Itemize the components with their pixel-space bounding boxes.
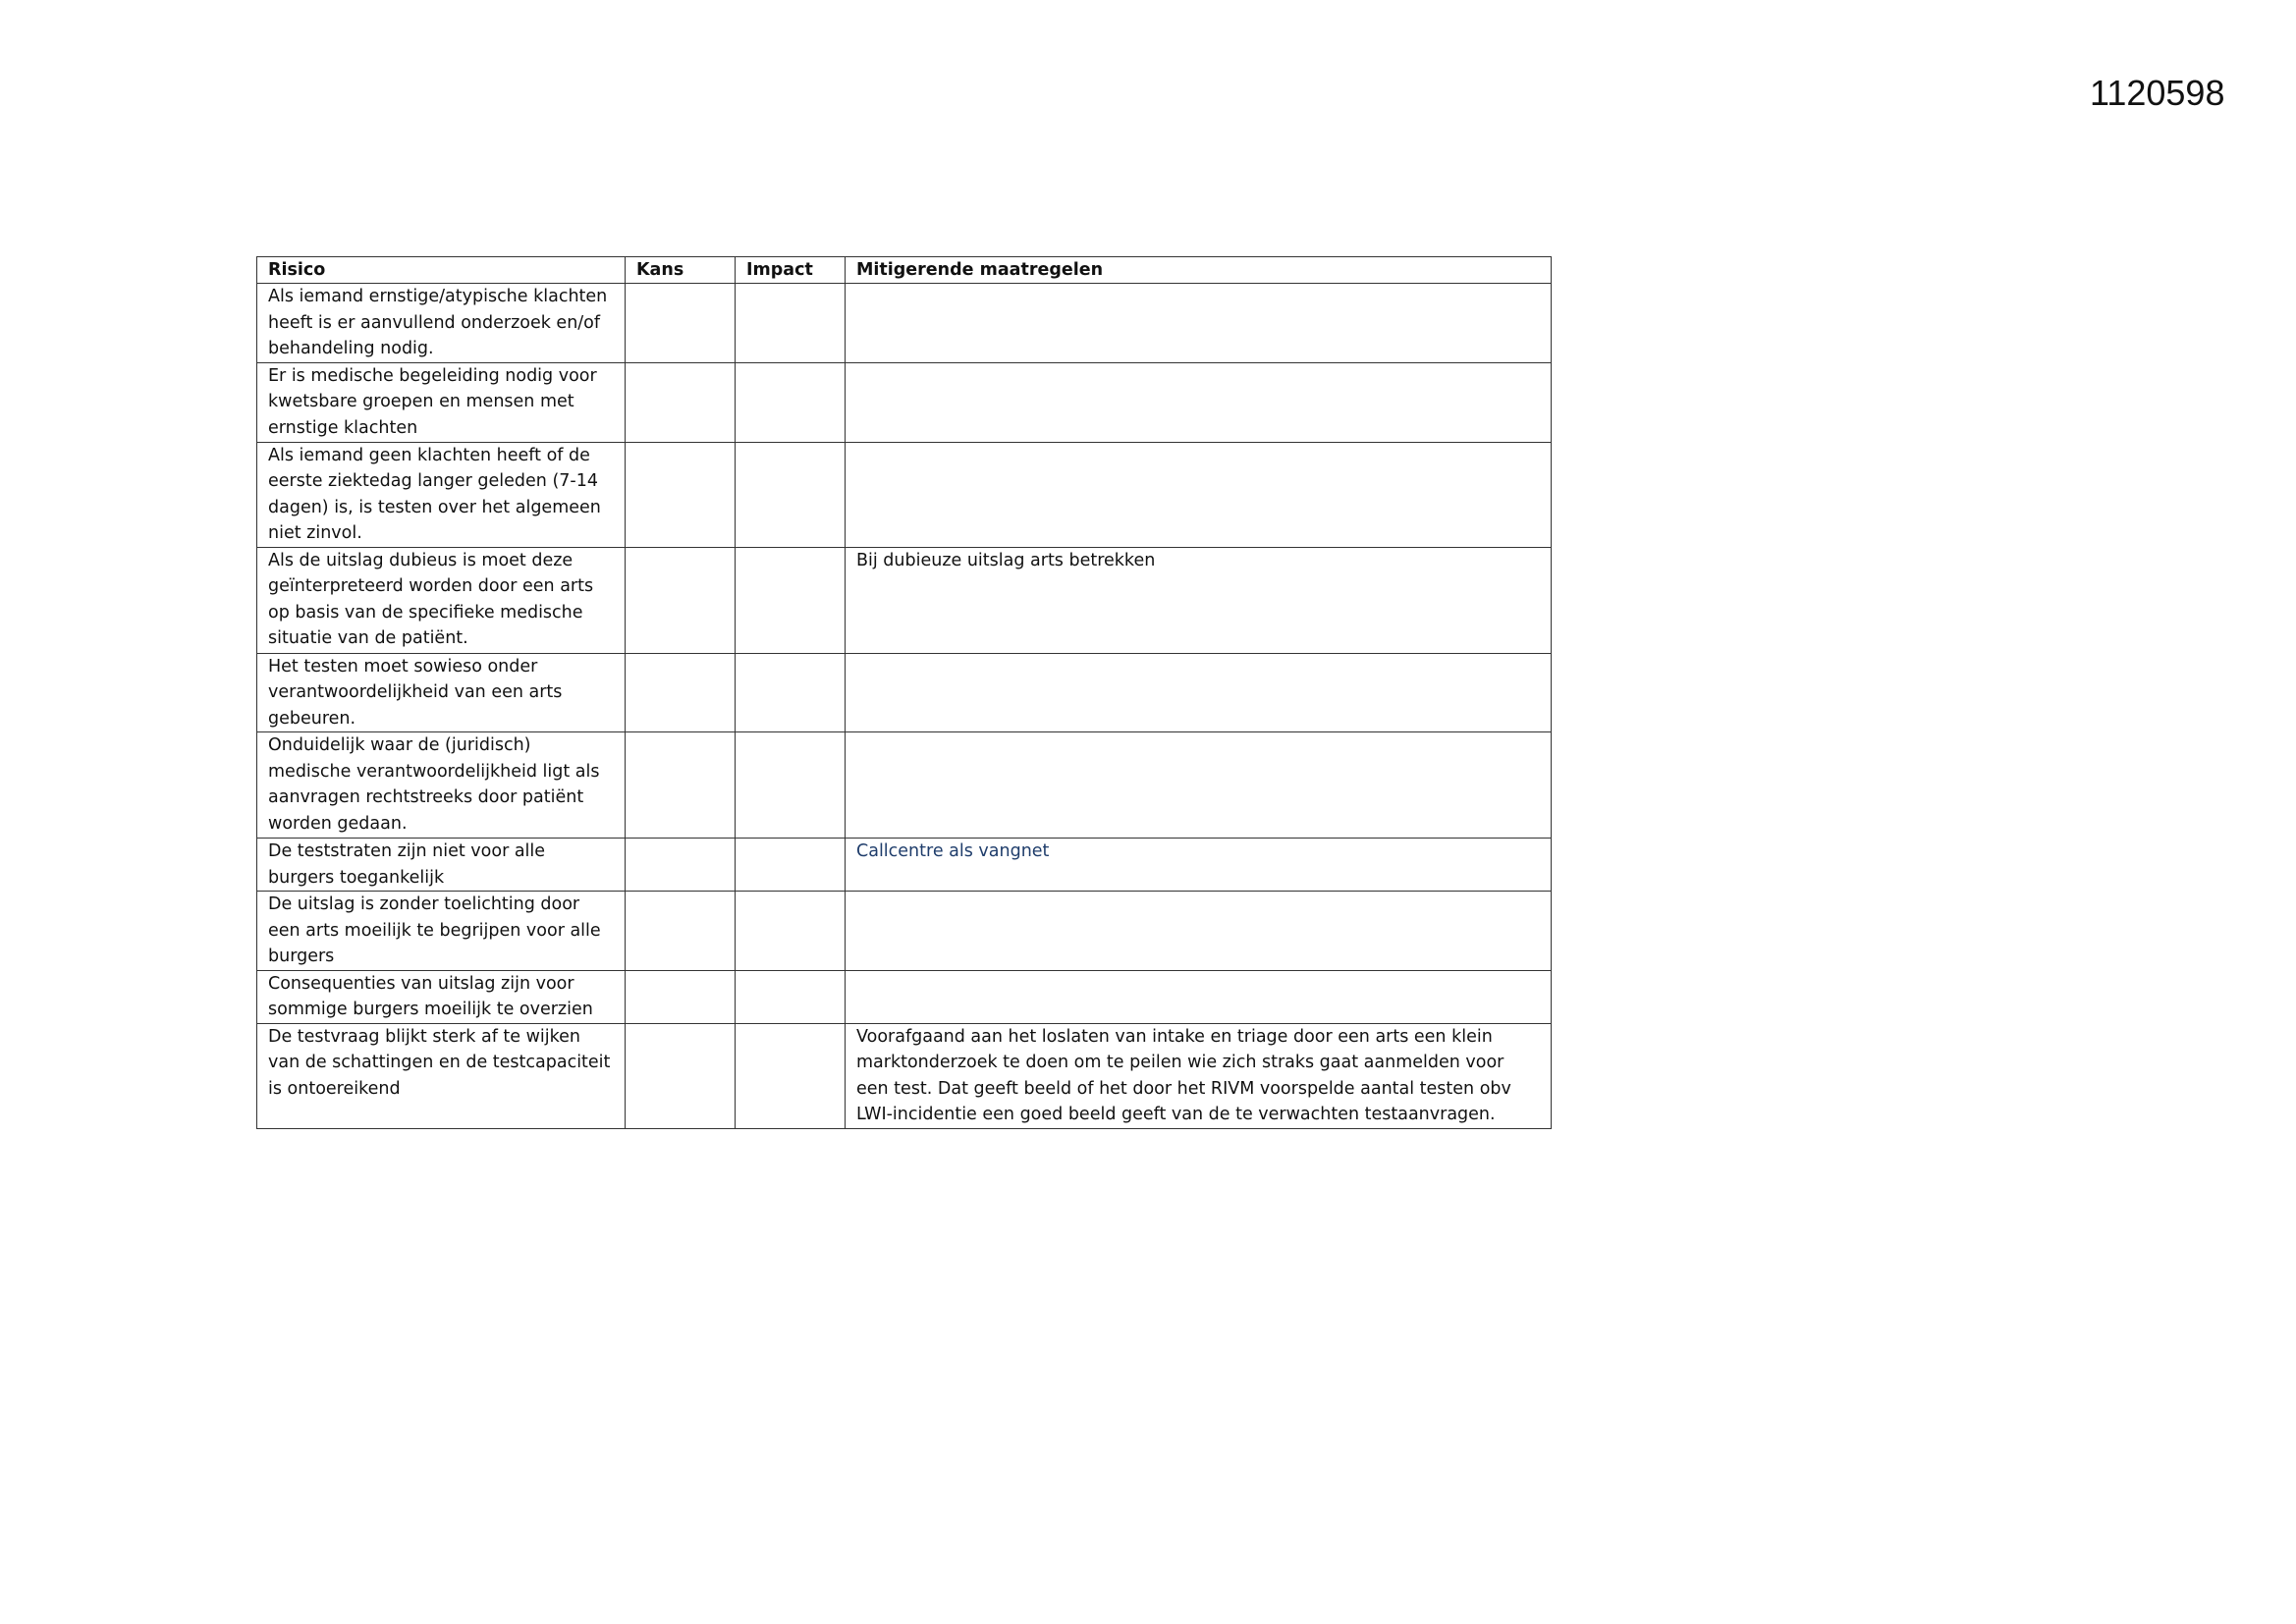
cell-impact bbox=[736, 547, 846, 653]
cell-kans bbox=[626, 547, 736, 653]
header-impact: Impact bbox=[736, 257, 846, 284]
header-risico: Risico bbox=[257, 257, 626, 284]
cell-impact bbox=[736, 1023, 846, 1128]
cell-kans bbox=[626, 362, 736, 442]
cell-maatregelen bbox=[846, 970, 1552, 1023]
cell-maatregelen bbox=[846, 284, 1552, 363]
table-header-row bbox=[257, 257, 1552, 284]
cell-impact bbox=[736, 839, 846, 892]
table-row bbox=[257, 839, 1552, 892]
cell-impact bbox=[736, 362, 846, 442]
cell-impact bbox=[736, 732, 846, 839]
cell-maatregelen bbox=[846, 653, 1552, 732]
cell-maatregelen bbox=[846, 892, 1552, 971]
cell-maatregelen: Bij dubieuze uitslag arts betrekken bbox=[846, 547, 1552, 653]
table-row bbox=[257, 970, 1552, 1023]
cell-maatregelen bbox=[846, 362, 1552, 442]
cell-risico: Als iemand geen klachten heeft of de eerste ziektedag langer geleden (7-14 dagen) is, is testen over het algemeen niet zinvol. bbox=[257, 442, 626, 547]
page-number: 1120598 bbox=[2090, 73, 2225, 113]
cell-kans bbox=[626, 284, 736, 363]
cell-impact bbox=[736, 442, 846, 547]
cell-risico: Onduidelijk waar de (juridisch) medische verantwoordelijkheid ligt als aanvragen rechtstreeks door patiënt worden gedaan. bbox=[257, 732, 626, 839]
cell-maatregelen: Callcentre als vangnet bbox=[846, 839, 1552, 892]
cell-kans bbox=[626, 732, 736, 839]
table-row bbox=[257, 1023, 1552, 1128]
cell-impact bbox=[736, 284, 846, 363]
cell-risico: Consequenties van uitslag zijn voor sommige burgers moeilijk te overzien bbox=[257, 970, 626, 1023]
cell-risico: Als de uitslag dubieus is moet deze geïnterpreteerd worden door een arts op basis van de specifieke medische situatie van de patiënt. bbox=[257, 547, 626, 653]
table-row bbox=[257, 732, 1552, 839]
cell-kans bbox=[626, 892, 736, 971]
cell-risico: De teststraten zijn niet voor alle burgers toegankelijk bbox=[257, 839, 626, 892]
cell-maatregelen bbox=[846, 442, 1552, 547]
cell-kans bbox=[626, 653, 736, 732]
cell-risico: Het testen moet sowieso onder verantwoordelijkheid van een arts gebeuren. bbox=[257, 653, 626, 732]
cell-risico: Als iemand ernstige/atypische klachten heeft is er aanvullend onderzoek en/of behandeling nodig. bbox=[257, 284, 626, 363]
table-row bbox=[257, 892, 1552, 971]
cell-kans bbox=[626, 839, 736, 892]
cell-impact bbox=[736, 892, 846, 971]
table-row bbox=[257, 284, 1552, 363]
table-row bbox=[257, 362, 1552, 442]
header-kans: Kans bbox=[626, 257, 736, 284]
cell-impact bbox=[736, 970, 846, 1023]
cell-risico: De testvraag blijkt sterk af te wijken van de schattingen en de testcapaciteit is ontoereikend bbox=[257, 1023, 626, 1128]
cell-risico: De uitslag is zonder toelichting door een arts moeilijk te begrijpen voor alle burgers bbox=[257, 892, 626, 971]
header-mitigerende-maatregelen: Mitigerende maatregelen bbox=[846, 257, 1552, 284]
cell-kans bbox=[626, 442, 736, 547]
table-row bbox=[257, 442, 1552, 547]
cell-impact bbox=[736, 653, 846, 732]
cell-risico: Er is medische begeleiding nodig voor kwetsbare groepen en mensen met ernstige klachten bbox=[257, 362, 626, 442]
cell-kans bbox=[626, 970, 736, 1023]
cell-maatregelen bbox=[846, 732, 1552, 839]
table-row bbox=[257, 547, 1552, 653]
risk-table bbox=[256, 256, 1552, 1129]
table-row bbox=[257, 653, 1552, 732]
cell-maatregelen: Voorafgaand aan het loslaten van intake en triage door een arts een klein marktonderzoek te doen om te peilen wie zich straks gaat aanmelden voor een test. Dat geeft beeld of het door het RIVM voorspelde aantal testen obv LWI-incidentie een goed beeld geeft van de te verwachten testaanvragen. bbox=[846, 1023, 1552, 1128]
cell-kans bbox=[626, 1023, 736, 1128]
